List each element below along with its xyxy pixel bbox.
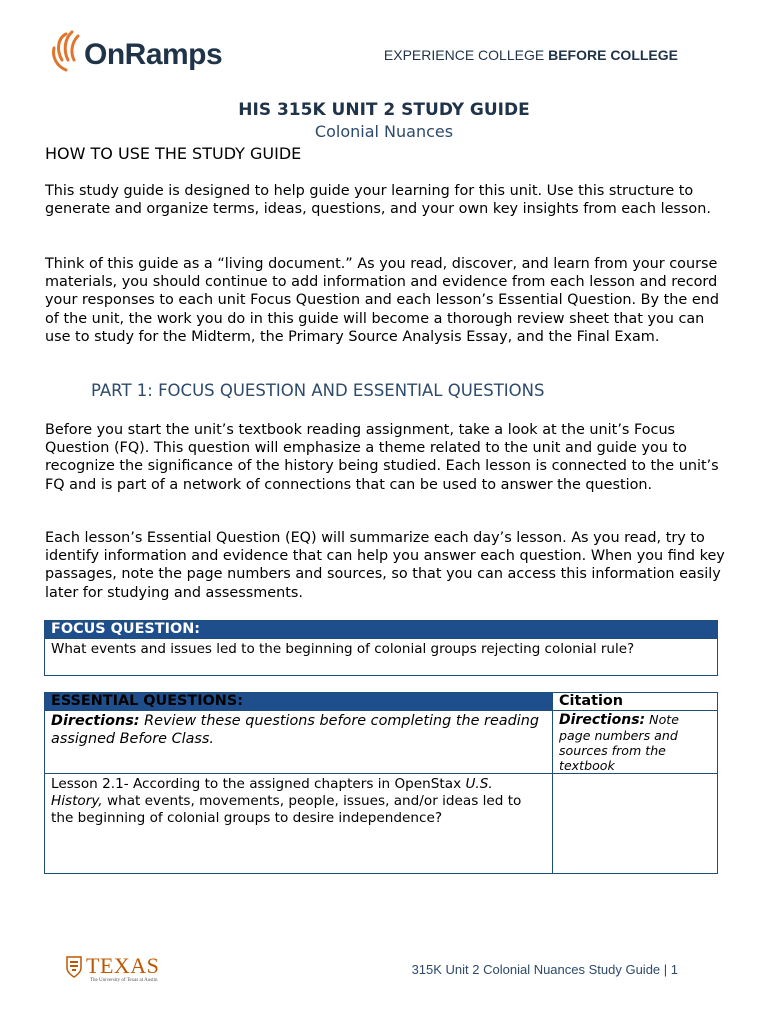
citation-directions-cell	[553, 711, 718, 774]
table-spacer	[45, 676, 718, 693]
directions-cell	[45, 711, 553, 774]
texas-logo	[66, 953, 160, 983]
page-footer-label: 315K Unit 2 Colonial Nuances Study Guide | 1	[411, 962, 678, 977]
onramps-logo	[48, 30, 222, 74]
directions-text: Review these questions before completing the reading assigned Before Class.	[51, 713, 540, 747]
citation-directions-text: Note page numbers and sources from the textbook	[559, 712, 679, 773]
tagline-bold: BEFORE COLLEGE	[548, 47, 678, 63]
ut-shield-icon	[66, 956, 82, 978]
lesson-prefix: Lesson 2.1- According to the assigned chapters in OpenStax	[51, 776, 466, 792]
logo-text: OnRamps	[84, 38, 223, 71]
intro-paragraph: This study guide is designed to help guide your learning for this unit. Use this structure to generate and organize terms, ideas, questions, and your own key insights from each lesson.	[45, 183, 711, 218]
focus-question-text[interactable]: What events and issues led to the beginning of colonial groups rejecting colonial rule?	[45, 639, 718, 676]
essential-questions-label: ESSENTIAL QUESTIONS:	[45, 693, 553, 711]
onramps-swirl-icon	[48, 30, 82, 74]
directions-row	[45, 711, 718, 774]
study-guide-table	[44, 620, 718, 874]
page-title: HIS 315K UNIT 2 STUDY GUIDE	[238, 100, 530, 120]
lesson-2-1-question[interactable]	[45, 774, 553, 874]
essential-question-paragraph: Each lesson’s Essential Question (EQ) will summarize each day’s lesson. As you read, try to identify information and evidence that can help you answer each question. When you find key passages, note the page numbers and sources, so that you can access this information easily later for studying and assessments.	[45, 530, 725, 601]
essential-questions-header-row	[45, 693, 718, 711]
living-document-paragraph: Think of this guide as a “living document.” As you read, discover, and learn from your course materials, you should continue to add information and evidence from each lesson and record your responses to each unit Focus Question and each lesson’s Essential Question. By the end of the unit, the work you do in this guide will become a thorough review sheet that you can use to study for the Midterm, the Primary Source Analysis Essay, and the Final Exam.	[45, 256, 719, 345]
spacer-cell	[45, 676, 718, 693]
part-1-heading: PART 1: FOCUS QUESTION AND ESSENTIAL QUESTIONS	[91, 381, 545, 400]
focus-question-label: FOCUS QUESTION:	[45, 621, 718, 639]
citation-label: Citation	[553, 693, 718, 711]
tagline	[384, 47, 678, 63]
lesson-book-title: U.S. History,	[51, 776, 493, 809]
focus-question-header-row	[45, 621, 718, 639]
section-heading-how-to-use: HOW TO USE THE STUDY GUIDE	[45, 144, 302, 163]
lesson-suffix: what events, movements, people, issues, and/or ideas led to the beginning of colonial groups to desire independence?	[51, 793, 522, 826]
texas-wordmark: TEXAS	[86, 953, 160, 978]
texas-subtitle: The University of Texas at Austin	[90, 978, 158, 983]
focus-question-row	[45, 639, 718, 676]
lesson-row	[45, 774, 718, 874]
directions-bold: Directions:	[51, 713, 140, 729]
focus-question-paragraph: Before you start the unit’s textbook reading assignment, take a look at the unit’s Focus Question (FQ). This question will emphasize a theme related to the unit and guide you to recognize the significance of the history being studied. Each lesson is connected to the unit’s FQ and is part of a network of connections that can be used to answer the question.	[45, 422, 719, 493]
page-subtitle: Colonial Nuances	[314, 122, 454, 141]
tagline-regular: EXPERIENCE COLLEGE	[383, 47, 549, 63]
lesson-2-1-citation[interactable]	[553, 774, 718, 874]
citation-directions-bold: Directions:	[559, 712, 646, 728]
